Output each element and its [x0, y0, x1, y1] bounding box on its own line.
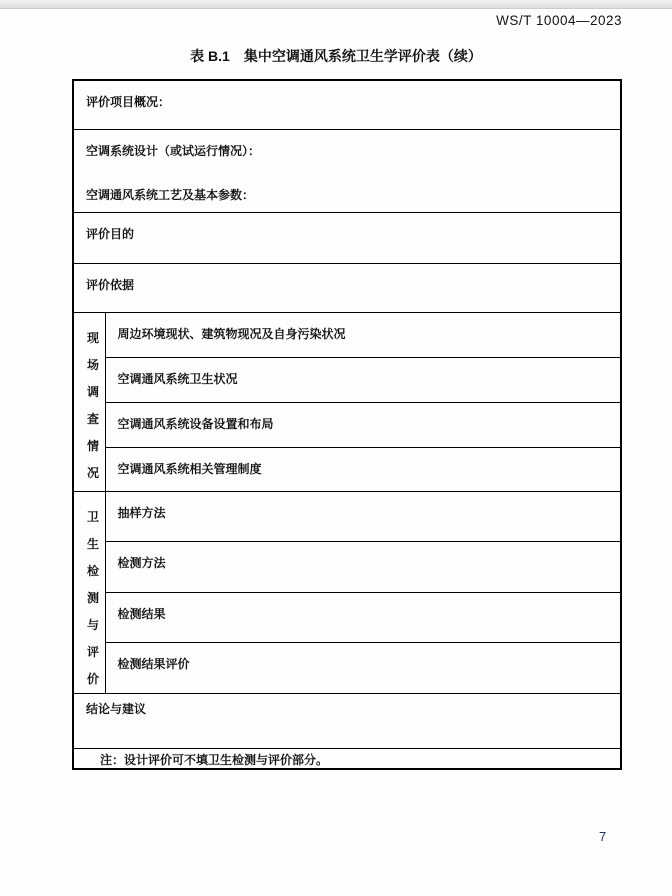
cell-site-survey-section-header [73, 312, 105, 491]
cell-test-item-result-evaluation [105, 643, 621, 694]
cell-system-design [73, 129, 621, 212]
standard-number: WS/T 10004—2023 [496, 13, 622, 28]
cell-evaluation-basis [73, 263, 621, 312]
table-title: 表 B.1 集中空调通风系统卫生学评价表（续） [190, 48, 482, 64]
page-top-edge-band [0, 0, 672, 9]
table-row [73, 212, 621, 263]
cell-note [73, 748, 621, 769]
evaluation-form-table [72, 79, 622, 770]
conclusion-label: 结论与建议 [86, 701, 147, 716]
project-overview-label: 评价项目概况： [86, 95, 171, 109]
table-row [73, 542, 621, 593]
table-row [73, 80, 621, 129]
table-row [73, 129, 621, 212]
cell-test-item-sampling-method [105, 491, 621, 542]
table-row [73, 357, 621, 402]
cell-test-section-header [73, 491, 105, 693]
test-item-result-evaluation-label: 检测结果评价 [117, 657, 190, 671]
table-row [73, 643, 621, 694]
system-design-label: 空调系统设计（或试运行情况）： [86, 143, 261, 158]
cell-site-item-management-rules [105, 447, 621, 491]
table-row [73, 592, 621, 643]
cell-evaluation-purpose [73, 212, 621, 263]
site-item-surroundings-label: 周边环境现状、建筑物现况及自身污染状况 [117, 326, 346, 341]
evaluation-basis-label: 评价依据 [86, 277, 135, 292]
table-row [73, 447, 621, 491]
test-item-sampling-method-label: 抽样方法 [117, 505, 166, 520]
evaluation-purpose-label: 评价目的 [86, 226, 135, 241]
system-process-params-label: 空调通风系统工艺及基本参数： [86, 187, 255, 202]
site-item-equipment-layout-label: 空调通风系统设备设置和布局 [117, 416, 274, 431]
page-number: 7 [599, 829, 607, 844]
cell-test-item-test-method [105, 542, 621, 593]
table-row [73, 748, 621, 769]
table-row [73, 491, 621, 542]
note-text: 注：设计评价可不填卫生检测与评价部分。 [100, 752, 329, 767]
table-row [73, 693, 621, 748]
site-survey-section-label: 现场调查情况 [86, 330, 99, 480]
cell-conclusion [73, 693, 621, 748]
cell-project-overview [73, 80, 621, 129]
cell-site-item-surroundings [105, 312, 621, 357]
table-row [73, 312, 621, 357]
test-section-label: 卫生检测与评价 [86, 509, 99, 686]
cell-test-item-test-result [105, 592, 621, 643]
cell-site-item-hygiene-status [105, 357, 621, 402]
test-item-test-result-label: 检测结果 [117, 606, 166, 621]
site-item-hygiene-status-label: 空调通风系统卫生状况 [117, 371, 238, 386]
table-row [73, 402, 621, 447]
cell-site-item-equipment-layout [105, 402, 621, 447]
test-item-test-method-label: 检测方法 [117, 556, 166, 570]
table-row [73, 263, 621, 312]
site-item-management-rules-label: 空调通风系统相关管理制度 [117, 461, 262, 476]
